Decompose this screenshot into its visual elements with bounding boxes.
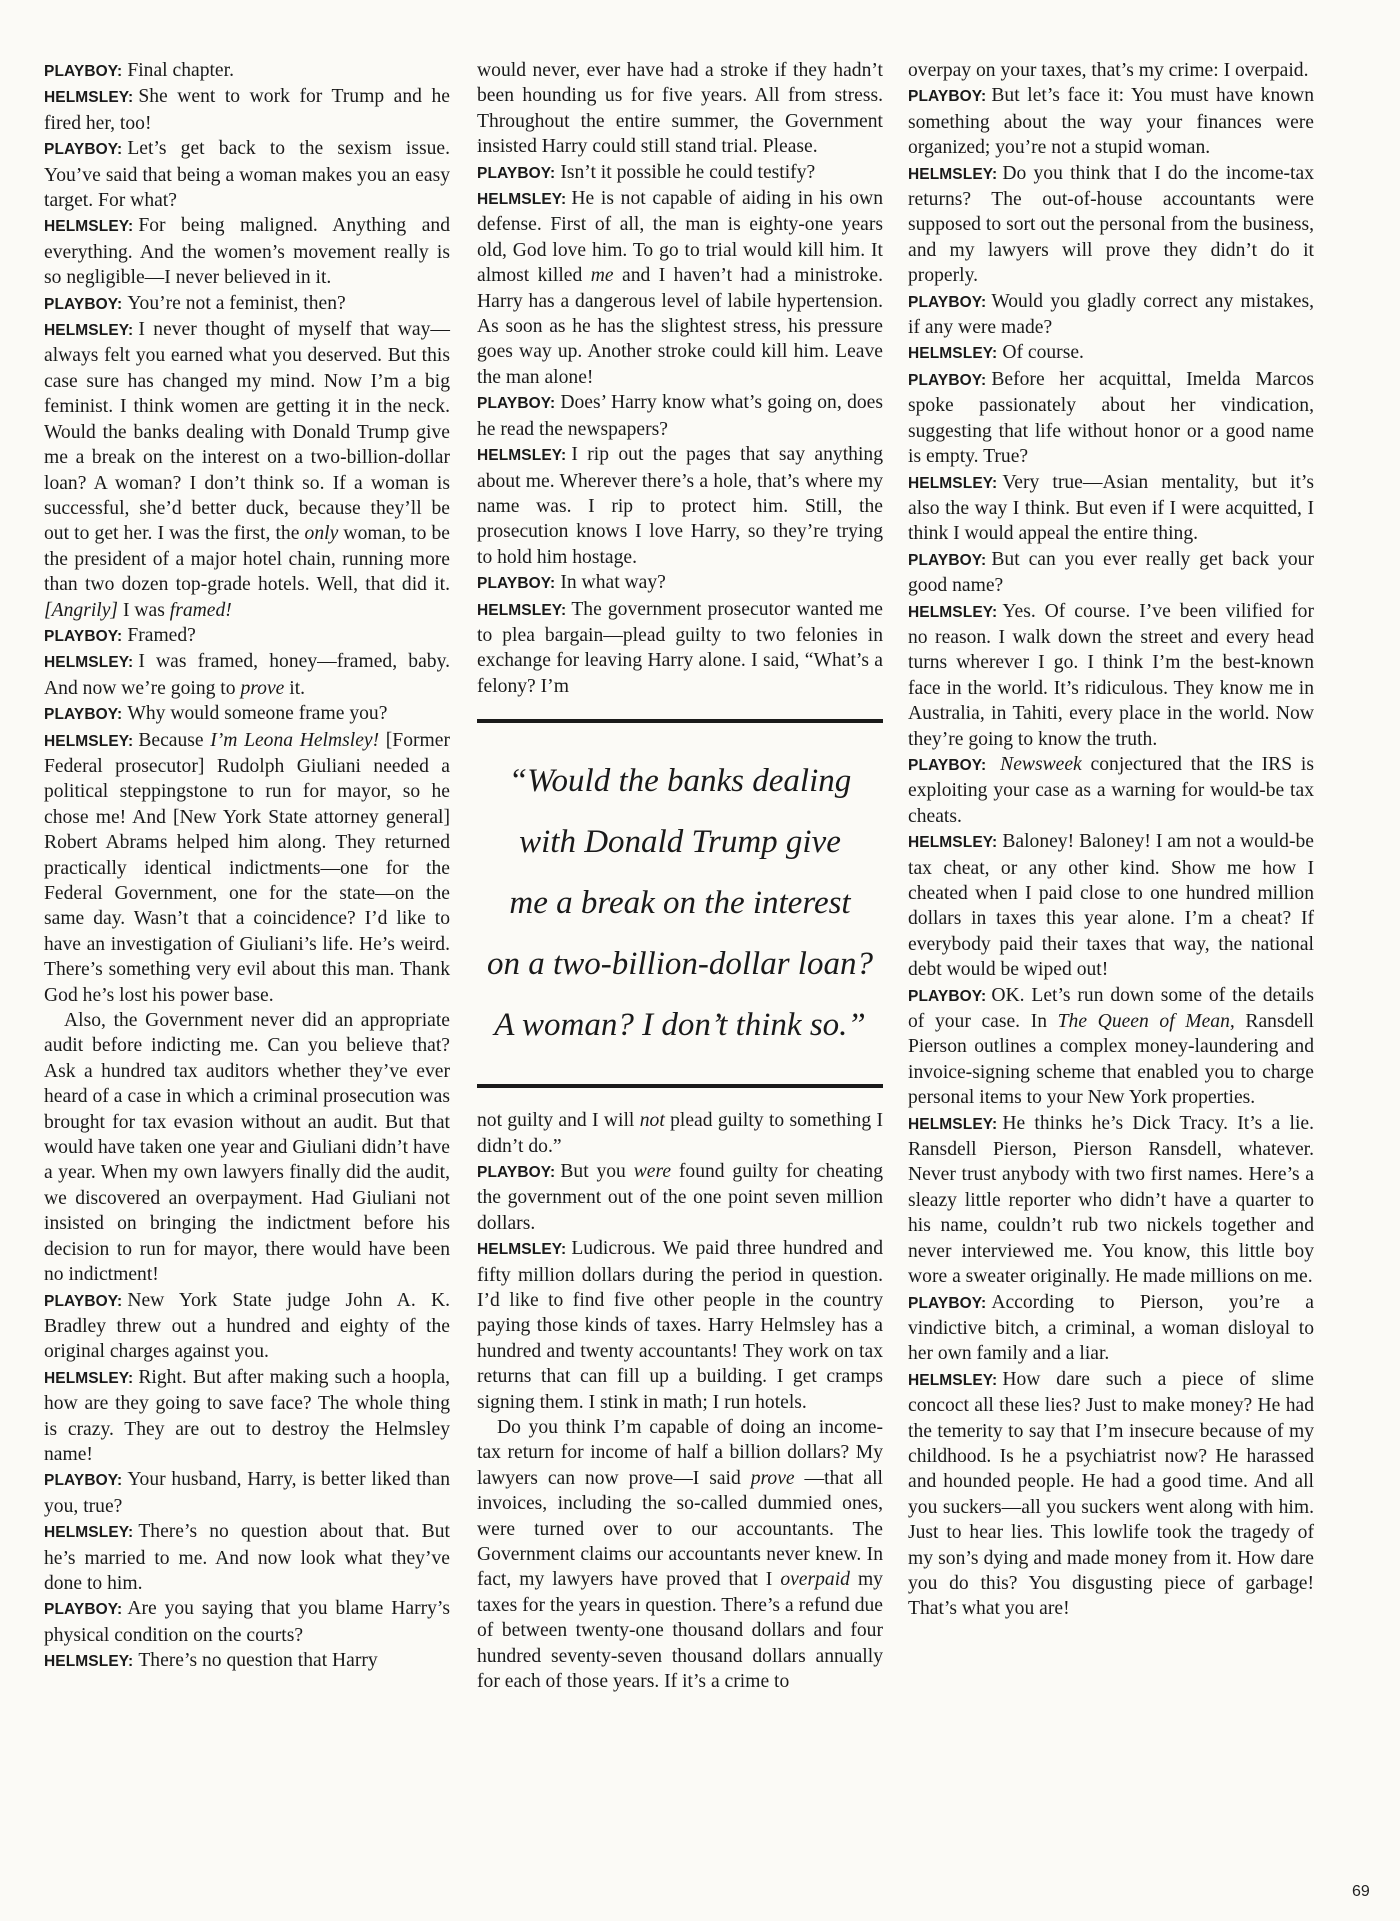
- paragraph-italic: [Angrily]: [44, 599, 119, 621]
- paragraph-text: The government prosecutor wanted me to plea bargain—plead guilty to two felonies in exchange for leaving Harry alone. I said, “What’s a felony? I’m: [477, 598, 883, 697]
- paragraph-text: There’s no question about that. But he’s married to me. And now look what they’ve done to him.: [44, 1521, 450, 1594]
- paragraph-text: New York State judge John A. K. Bradley threw out a hundred and eighty of the original charges against you.: [44, 1289, 450, 1363]
- column-1: [44, 58, 450, 1675]
- speaker-label: PLAYBOY:: [44, 295, 123, 313]
- paragraph-text: Before her acquittal, Imelda Marcos spoke passionately about her vindication, suggesting that life without honor or a good name is empty. True?: [908, 368, 1314, 468]
- paragraph-text: In what way?: [560, 572, 666, 594]
- speaker-label: PLAYBOY:: [44, 627, 123, 645]
- paragraph: [44, 1596, 450, 1648]
- paragraph: [44, 213, 450, 290]
- paragraph: [908, 83, 1314, 160]
- speaker-label: HELMSLEY:: [44, 322, 134, 340]
- speaker-label: PLAYBOY:: [908, 551, 987, 569]
- paragraph-text: Your husband, Harry, is better liked than you, true?: [44, 1469, 450, 1517]
- paragraph: [477, 186, 883, 390]
- column-2: [477, 58, 883, 1695]
- paragraph: [477, 1108, 883, 1159]
- paragraph-italic: were: [633, 1160, 672, 1182]
- paragraph: [44, 1519, 450, 1596]
- paragraph: [477, 570, 883, 596]
- paragraph: [44, 623, 450, 649]
- speaker-label: HELMSLEY:: [477, 447, 567, 465]
- paragraph: [44, 58, 450, 84]
- paragraph-text: I rip out the pages that say anything about me. Wherever there’s a hole, that’s where my name was. I rip to protect him. Still, the prosecution knows I love Harry, so they’re trying to hold him hostage.: [477, 444, 883, 568]
- speaker-label: HELMSLEY:: [44, 732, 134, 750]
- speaker-label: HELMSLEY:: [908, 474, 998, 492]
- speaker-label: PLAYBOY:: [908, 88, 987, 106]
- paragraph-text: Baloney! Baloney! I am not a would-be tax cheat, or any other kind. Show me how I cheated when I paid close to one hundred million dollars in taxes this year alone. I’m a cheat? If everybody paid their taxes that way, the national debt would be wiped out!: [908, 831, 1314, 981]
- speaker-label: PLAYBOY:: [908, 1294, 987, 1312]
- paragraph-text: Because: [138, 729, 204, 751]
- paragraph-text: Right. But after making such a hoopla, how are they going to save face? The whole thing is crazy. They are out to destroy the Helmsley name!: [44, 1366, 450, 1465]
- column-2-top: [477, 58, 883, 699]
- paragraph: [477, 442, 883, 570]
- paragraph: [477, 58, 883, 160]
- paragraph-text: But you: [560, 1160, 626, 1182]
- paragraph: [908, 752, 1314, 829]
- paragraph-italic: I’m Leona Helmsley!: [210, 729, 380, 751]
- paragraph-italic: prove: [750, 1467, 795, 1489]
- pull-quote-line: on a two-billion-dollar loan?: [487, 946, 873, 983]
- speaker-label: HELMSLEY:: [908, 1371, 998, 1389]
- speaker-label: HELMSLEY:: [477, 601, 567, 619]
- paragraph-italic: The Queen of Mean,: [1057, 1011, 1235, 1033]
- paragraph-italic: prove: [240, 677, 285, 699]
- paragraph: [908, 547, 1314, 599]
- paragraph-text: would never, ever have had a stroke if they hadn’t been hounding us for five years. All from stress. Throughout the entire summer, the Government insisted Harry could still stand trial. Please.: [477, 60, 883, 158]
- speaker-label: HELMSLEY:: [44, 1369, 134, 1387]
- paragraph-text: Of course.: [1002, 342, 1084, 364]
- paragraph-text: He is not capable of aiding in his own defense. First of all, the man is eighty-one years old, God love him. To go to trial would kill him. It almost killed: [477, 188, 883, 287]
- paragraph: [44, 649, 450, 701]
- paragraph: [908, 367, 1314, 470]
- paragraph-text: Final chapter.: [127, 60, 234, 81]
- speaker-label: PLAYBOY:: [44, 706, 123, 724]
- speaker-label: HELMSLEY:: [44, 1653, 134, 1671]
- speaker-label: HELMSLEY:: [908, 345, 998, 363]
- paragraph-text: But let’s face it: You must have known something about the way your finances were organized; you’re not a stupid woman.: [908, 85, 1314, 159]
- paragraph-text: For being maligned. Anything and everything. And the women’s movement really is so negligible—I never believed in it.: [44, 215, 450, 289]
- paragraph-text: He thinks he’s Dick Tracy. It’s a lie. Ransdell Pierson, Pierson Ransdell, whatever. Never trust anybody with two first names. Here’s a sleazy little reporter who didn’t have a quarter to his name, couldn’t rub two nickels together and never interviewed me. You know, this little boy wore a sweater originally. He made millions on me.: [908, 1112, 1314, 1288]
- paragraph-text: Why would someone frame you?: [127, 703, 388, 725]
- paragraph-text: Framed?: [127, 624, 196, 646]
- paragraph-text: But can you ever really get back your good name?: [908, 548, 1314, 597]
- pull-quote-line: A woman? I don’t think so.”: [494, 1007, 866, 1044]
- paragraph-text: How dare such a piece of slime concoct all these lies? Just to make money? He had the temerity to say that I’m insecure because of my childhood. Is he a psychiatrist now? He harassed and hounded people. He had a good time. And all you suckers—all you suckers went along with him. Just to hear lies. This lowlife took the tragedy of my son’s dying and made money from it. How dare you do this? You disgusting piece of garbage! That’s what you are!: [908, 1368, 1314, 1620]
- speaker-label: PLAYBOY:: [44, 141, 123, 159]
- paragraph-text: woman, to be the president of a major hotel chain, running more than two dozen top-grade hotels. Well, that did it.: [44, 523, 450, 596]
- pull-quote-line: “Would the banks dealing: [508, 763, 852, 800]
- paragraph-text: conjectured that the IRS is exploiting your case as a warning for would-be tax cheats.: [908, 753, 1314, 827]
- paragraph: [908, 340, 1314, 366]
- speaker-label: PLAYBOY:: [44, 1472, 123, 1490]
- speaker-label: HELMSLEY:: [477, 191, 567, 209]
- paragraph-text: Do you think that I do the income-tax returns? The out-of-house accountants were supposed to sort out the personal from the business, and my lawyers will prove they didn’t do it properly.: [908, 162, 1314, 287]
- column-3: [908, 58, 1314, 1622]
- paragraph: [44, 1467, 450, 1519]
- speaker-label: PLAYBOY:: [908, 293, 987, 311]
- paragraph: [44, 1288, 450, 1365]
- paragraph-text: found guilty for cheating the government out of the one point seven million dollars.: [477, 1160, 883, 1234]
- paragraph: [908, 58, 1314, 83]
- speaker-label: PLAYBOY:: [44, 63, 123, 80]
- page-number: 69: [1352, 1883, 1370, 1900]
- pull-quote: [477, 719, 883, 1088]
- paragraph-italic: framed!: [169, 599, 232, 621]
- speaker-label: PLAYBOY:: [44, 1601, 123, 1619]
- paragraph-text: She went to work for Trump and he fired her, too!: [44, 86, 450, 134]
- speaker-label: HELMSLEY:: [908, 165, 998, 183]
- paragraph-text: overpay on your taxes, that’s my crime: I overpaid.: [908, 60, 1309, 81]
- paragraph-text: my taxes for the years in question. There’s a refund due of between twenty-one thousand dollars and four hundred seventy-seven thousand dollars annually for each of those years. If it’s a crime to: [477, 1569, 883, 1693]
- paragraph-text: I was: [122, 599, 165, 621]
- speaker-label: HELMSLEY:: [477, 1241, 567, 1259]
- speaker-label: PLAYBOY:: [44, 1292, 123, 1310]
- paragraph: [477, 1415, 883, 1694]
- speaker-label: HELMSLEY:: [44, 89, 134, 107]
- paragraph: [44, 84, 450, 136]
- paragraph-text: Ludicrous. We paid three hundred and fifty million dollars during the period in question. I’d like to find five other people in the country paying those kinds of taxes. Harry Helmsley has a hundred and twenty accountants! They work on tax returns that can fill up a building. I get cramps signing them. I stink in math; I run hotels.: [477, 1238, 883, 1413]
- paragraph-text: Yes. Of course. I’ve been vilified for no reason. I walk down the street and every head turns wherever I go. I think I’m the best-known face in the world. It’s ridiculous. They know me in Australia, in Tahiti, every place in the world. Now they’re going to know the truth.: [908, 600, 1314, 750]
- speaker-label: PLAYBOY:: [908, 987, 987, 1005]
- paragraph: [477, 1159, 883, 1236]
- speaker-label: HELMSLEY:: [44, 1524, 134, 1542]
- paragraph: [908, 1367, 1314, 1622]
- pull-quote-line: me a break on the interest: [509, 885, 851, 922]
- paragraph: [908, 289, 1314, 341]
- paragraph-text: Also, the Government never did an appropriate audit before indicting me. Can you believe that? Ask a hundred tax auditors whether they’ve ever heard of a case in which a criminal prosecution was brought for tax evasion without an audit. But that would have taken one year and Giuliani didn’t have a year. When my own lawyers finally did the audit, we discovered an overpayment. Had Giuliani not insisted on bringing the indictment before his decision to run for mayor, there would have been no indictment!: [44, 1010, 450, 1286]
- paragraph-text: OK. Let’s run down some of the details of your case. In: [908, 984, 1314, 1033]
- paragraph: [908, 161, 1314, 289]
- paragraph-text: I never thought of myself that way—always felt you earned what you deserved. But this case sure has changed my mind. Now I’m a big feminist. I think women are getting it in the neck. Would the banks dealing with Donald Trump give me a break on the interest on a two-billion-dollar loan? A woman? I don’t think so. If a woman is successful, she’d better duck, because they’ll be out to get her. I was the first, the: [44, 319, 450, 545]
- paragraph-text: it.: [289, 677, 306, 699]
- paragraph: [44, 1648, 450, 1674]
- paragraph-text: Do you think I’m capable of doing an income-tax return for income of half a billion dollars? My lawyers can now prove—I said: [477, 1417, 883, 1489]
- paragraph-italic: overpaid: [780, 1569, 850, 1591]
- paragraph: [44, 1365, 450, 1468]
- speaker-label: PLAYBOY:: [908, 756, 987, 774]
- paragraph: [44, 1008, 450, 1287]
- paragraph-italic: me: [590, 265, 614, 287]
- paragraph: [44, 701, 450, 727]
- paragraph: [477, 160, 883, 186]
- paragraph-text: —that all invoices, including the so-called dummied ones, were turned over to our accountants. The Government claims our accountants never knew. In fact, my lawyers have proved that I: [477, 1467, 883, 1591]
- paragraph: [477, 1236, 883, 1415]
- paragraph-text: not guilty and I will: [477, 1110, 635, 1132]
- paragraph: [908, 983, 1314, 1111]
- paragraph: [908, 599, 1314, 752]
- speaker-label: HELMSLEY:: [908, 603, 998, 621]
- paragraph: [44, 728, 450, 1008]
- paragraph: [908, 829, 1314, 982]
- paragraph: [908, 470, 1314, 547]
- speaker-label: PLAYBOY:: [477, 164, 556, 182]
- paragraph-italic: Newsweek: [1000, 753, 1082, 775]
- speaker-label: PLAYBOY:: [477, 395, 556, 413]
- paragraph-text: [Former Federal prosecutor] Rudolph Giuliani needed a political steppingstone to run for mayor, so he chose me! And [New York State attorney general] Robert Abrams helped him along. They returned practically identical indictments—one for the Federal Government, one for the state—on the same day. Wasn’t that a coincidence? I’d like to have an investigation of Giuliani’s life. He’s weird. There’s something very evil about this man. Thank God he’s lost his power base.: [44, 729, 450, 1006]
- paragraph-italic: not: [639, 1110, 665, 1132]
- paragraph-italic: only: [304, 523, 339, 545]
- paragraph-text: Would you gladly correct any mistakes, if any were made?: [908, 290, 1314, 339]
- paragraph-text: Ransdell Pierson outlines a complex money-laundering and invoice-signing scheme that enabled you to charge personal items to your New York properties.: [908, 1011, 1314, 1109]
- speaker-label: HELMSLEY:: [908, 834, 998, 852]
- paragraph: [477, 390, 883, 442]
- paragraph: [477, 597, 883, 700]
- paragraph-text: Does’ Harry know what’s going on, does he read the newspapers?: [477, 392, 883, 440]
- paragraph-text: There’s no question that Harry: [138, 1650, 378, 1672]
- speaker-label: HELMSLEY:: [908, 1115, 998, 1133]
- paragraph-text: I was framed, honey—framed, baby. And now we’re going to: [44, 651, 450, 699]
- paragraph-text: Are you saying that you blame Harry’s physical condition on the courts?: [44, 1598, 450, 1646]
- pull-quote-line: with Donald Trump give: [519, 824, 841, 861]
- speaker-label: HELMSLEY:: [44, 654, 134, 672]
- paragraph-text: Very true—Asian mentality, but it’s also the way I think. But even if I were acquitted, I think I would appeal the entire thing.: [908, 471, 1314, 545]
- column-2-bottom: [477, 1108, 883, 1694]
- speaker-label: HELMSLEY:: [44, 218, 134, 236]
- paragraph: [908, 1290, 1314, 1367]
- paragraph-text: Isn’t it possible he could testify?: [560, 161, 816, 183]
- paragraph-text: You’re not a feminist, then?: [127, 292, 346, 314]
- paragraph: [44, 317, 450, 623]
- speaker-label: PLAYBOY:: [477, 1163, 556, 1181]
- paragraph: [44, 136, 450, 213]
- speaker-label: PLAYBOY:: [477, 575, 556, 593]
- paragraph-text: Let’s get back to the sexism issue. You’ve said that being a woman makes you an easy target. For what?: [44, 138, 450, 212]
- paragraph-text: According to Pierson, you’re a vindictive bitch, a criminal, a woman disloyal to her own family and a liar.: [908, 1291, 1314, 1365]
- paragraph: [908, 1111, 1314, 1290]
- paragraph-text: plead guilty to something I didn’t do.”: [477, 1110, 884, 1157]
- paragraph: [44, 291, 450, 317]
- speaker-label: PLAYBOY:: [908, 371, 987, 389]
- paragraph-text: and I haven’t had a ministroke. Harry has a dangerous level of labile hypertension. As soon as he has the slightest stress, his pressure goes way up. Another stroke could kill him. Leave the man alone!: [477, 265, 883, 388]
